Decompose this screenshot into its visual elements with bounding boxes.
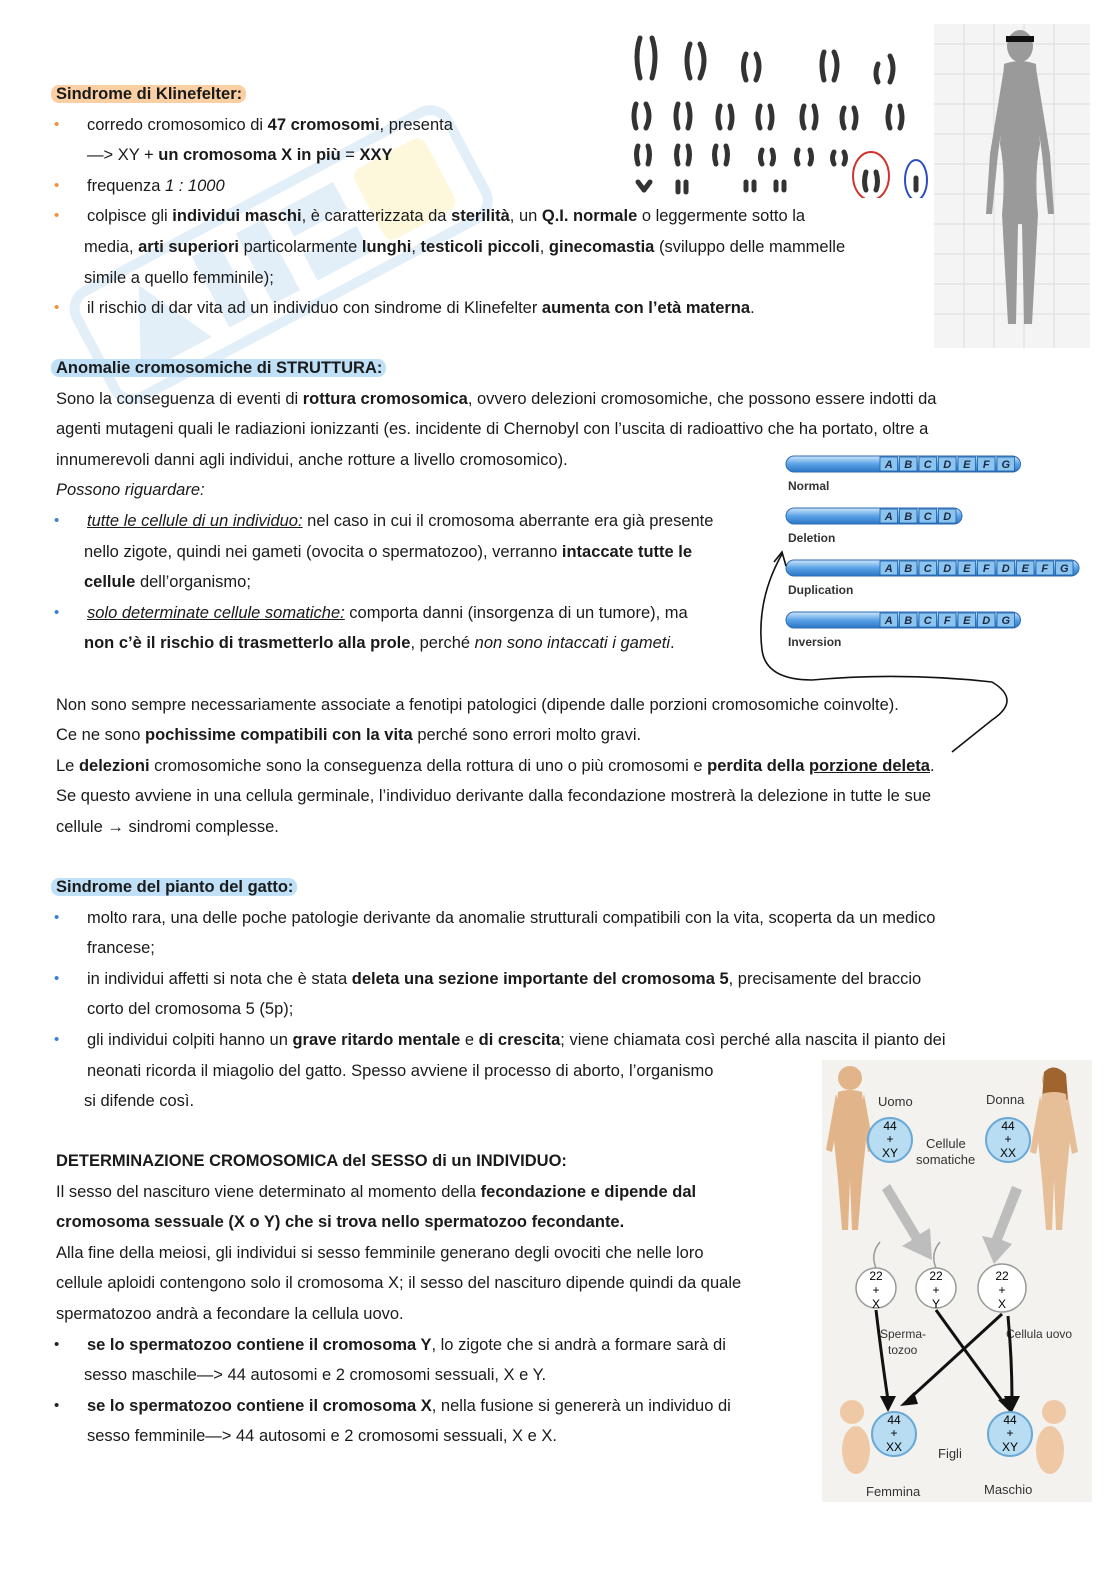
svg-text:XX: XX: [999, 1146, 1017, 1160]
gene-label: C: [923, 615, 932, 627]
list-item-continuation: —> XY + un cromosoma X in più = XXY: [87, 146, 393, 165]
chromosome-row-label: Inversion: [788, 635, 842, 649]
bullet-icon: •: [54, 1030, 60, 1048]
svg-text:22: 22: [995, 1269, 1009, 1283]
bullet-icon: •: [54, 969, 60, 987]
bullet-icon: •: [54, 1396, 60, 1414]
list-item: • colpisce gli individui maschi, è caratterizzata da sterilità, un Q.I. normale o leggermente sotto la: [56, 201, 845, 232]
svg-text:44: 44: [1001, 1119, 1015, 1133]
svg-text:XY: XY: [1001, 1440, 1019, 1454]
chromosome-row-label: Normal: [788, 479, 830, 493]
chromosome-row-duplication: [786, 560, 1079, 597]
list-item: • gli individui colpiti hanno un grave ritardo mentale e di crescita; viene chiamata così perché alla nascita il pianto dei: [56, 1025, 946, 1056]
list-item: • frequenza 1 : 1000: [56, 171, 845, 202]
svg-text:+: +: [886, 1132, 894, 1146]
list-item: • tutte le cellule di un individuo: nel caso in cui il cromosoma aberrante era già presente: [56, 506, 936, 537]
svg-text:44: 44: [887, 1413, 901, 1427]
svg-text:+: +: [998, 1283, 1006, 1297]
gene-label: D: [1001, 563, 1010, 575]
bullet-icon: •: [54, 511, 60, 529]
gene-label: G: [1059, 563, 1069, 575]
list-item: • molto rara, una delle poche patologie derivante da anomalie strutturali compatibili con la vita, scoperta da un medico: [56, 903, 946, 934]
bullet-icon: •: [54, 1335, 60, 1353]
gene-label: A: [884, 459, 893, 471]
list-item: • il rischio di dar vita ad un individuo con sindrome di Klinefelter aumenta con l’età materna.: [56, 293, 845, 324]
chromosome-row-normal: [786, 456, 1021, 493]
list-item: • se lo spermatozoo contiene il cromosoma Y, lo zigote che si andrà a formare sarà di: [56, 1330, 741, 1361]
chromosome-row-label: Duplication: [788, 583, 854, 597]
svg-text:+: +: [872, 1283, 880, 1297]
svg-text:+: +: [932, 1283, 940, 1297]
gene-label: A: [884, 615, 893, 627]
label-uomo: Uomo: [878, 1094, 913, 1109]
gene-label: D: [943, 459, 952, 471]
gene-label: E: [1021, 563, 1029, 575]
bullet-icon: •: [54, 176, 60, 194]
gene-label: C: [923, 511, 932, 523]
gene-label: F: [982, 563, 990, 575]
label-cellula-uovo: Cellula uovo: [1006, 1327, 1073, 1341]
gene-label: F: [982, 459, 990, 471]
gene-label: A: [884, 511, 893, 523]
gatto-section: Sindrome del pianto del gatto: • molto rara, una delle poche patologie derivante da anomalie strutturali compatibili con la vita, scoperta da un medico francese; • in individui affetti si nota che è stata deleta una sezione importante del cromosoma 5, precisamente del braccio corto del cromosoma 5 (5p); • gli individui colpiti hanno un grave ritardo mentale e di crescita; viene chiamata così perché alla nascita il pianto dei neonati ricorda il miagolio del gatto. Spesso avviene il processo di aborto, l’organismo si difende così.: [56, 872, 946, 1117]
label-cellule: Cellule: [926, 1136, 966, 1151]
list-item: • corredo cromosomico di 47 cromosomi, presenta: [56, 110, 845, 141]
svg-text:tozoo: tozoo: [888, 1343, 918, 1357]
gene-label: B: [904, 459, 913, 471]
svg-text:22: 22: [869, 1269, 883, 1283]
bullet-icon: •: [54, 908, 60, 926]
gatto-title: Sindrome del pianto del gatto:: [51, 878, 297, 896]
gene-label: G: [1001, 459, 1011, 471]
bullet-icon: •: [54, 299, 60, 317]
gene-label: G: [1001, 615, 1011, 627]
list-item: • solo determinate cellule somatiche: comporta danni (insorgenza di un tumore), ma: [56, 598, 936, 629]
gene-label: D: [943, 563, 952, 575]
chromosome-row-deletion: [786, 508, 962, 545]
karyotype-image: [628, 26, 928, 198]
struttura-section: Anomalie cromosomiche di STRUTTURA: Sono la conseguenza di eventi di rottura cromosomica, ovvero delezioni cromosomiche, che possono essere indotti da agenti mutageni quali le radiazioni ionizzanti (es. incidente di Chernobyl con l’uscita di radioattivo che ha portato, oltre a innumerevoli danni agli individui, anche rotture a livello cromosomico). Possono riguardare: • tutte le cellule di un individuo: nel caso in cui il cromosoma aberrante era già presente nello zigote, quindi nei gameti (ovocita o spermatozoo), verranno intaccate tutte le cellule dell’organismo; • solo determinate cellule somatiche: comporta danni (insorgenza di un tumore), ma non c’è il rischio di trasmetterlo alla prole, perché non sono intaccati i gameti. Non sono sempre necessariamente associate a fenotipi patologici (dipende dalle porzioni cromosomiche coinvolte). Ce ne sono pochissime compatibili con la vita perché sono errori molto gravi. Le delezioni cromosomiche sono la conseguenza della rottura di uno o più cromosomi e perdita della porzione deleta. Se questo avviene in una cellula germinale, l’individuo derivante dalla fecondazione mostrerà la delezione in tutte le sue cellule → sindromi complesse.: [56, 353, 936, 843]
svg-text:22: 22: [929, 1269, 943, 1283]
bullet-icon: •: [54, 115, 60, 133]
bullet-icon: •: [54, 603, 60, 621]
label-somatiche: somatiche: [916, 1152, 976, 1167]
svg-text:+: +: [1006, 1426, 1014, 1440]
svg-text:+: +: [890, 1426, 898, 1440]
chromosome-mutation-diagram: [782, 448, 1092, 654]
list-item-continuation: media, arti superiori particolarmente lunghi, testicoli piccoli, ginecomastia (sviluppo delle mammelle: [84, 237, 846, 256]
klinefelter-person-photo: [934, 24, 1090, 348]
gene-label: F: [1041, 563, 1049, 575]
klinefelter-title: Sindrome di Klinefelter:: [51, 85, 246, 103]
svg-text:XX: XX: [885, 1440, 903, 1454]
chromosome-row-inversion: [786, 612, 1021, 649]
label-donna: Donna: [986, 1092, 1025, 1107]
gene-label: C: [923, 459, 932, 471]
svg-text:Y: Y: [931, 1297, 941, 1311]
gene-label: A: [884, 563, 893, 575]
list-item-continuation: simile a quello femminile);: [84, 268, 274, 287]
svg-text:X: X: [871, 1297, 881, 1311]
gene-label: C: [923, 563, 932, 575]
label-spermatozoo: Sperma-: [880, 1327, 927, 1341]
svg-text:44: 44: [1003, 1413, 1017, 1427]
gene-label: F: [943, 615, 951, 627]
bullet-icon: •: [54, 207, 60, 225]
gene-label: D: [982, 615, 991, 627]
svg-text:X: X: [997, 1297, 1007, 1311]
label-maschio: Maschio: [984, 1482, 1033, 1497]
gene-label: B: [904, 615, 913, 627]
gene-label: E: [963, 563, 971, 575]
sesso-section: DETERMINAZIONE CROMOSOMICA del SESSO di un INDIVIDUO: Il sesso del nascituro viene determinato al momento della fecondazione e dipende dal cromosoma sessuale (X o Y) che si trova nello spermatozoo fecondante. Alla fine della meiosi, gli individui si sesso femminile generano degli ovociti che nelle loro cellule aploidi contengono solo il cromosoma X; il sesso del nascituro dipende quindi da quale spermatozoo andrà a fecondare la cellula uovo. • se lo spermatozoo contiene il cromosoma Y, lo zigote che si andrà a formare sarà di sesso maschile—> 44 autosomi e 2 cromosomi sessuali, X e Y. • se lo spermatozoo contiene il cromosoma X, nella fusione si genererà un individuo di sesso femminile—> 44 autosomi e 2 cromosomi sessuali, X e X.: [54, 1152, 742, 1446]
svg-text:XY: XY: [881, 1146, 899, 1160]
gene-label: E: [963, 459, 971, 471]
sesso-title: DETERMINAZIONE CROMOSOMICA del SESSO di un INDIVIDUO:: [56, 1152, 567, 1170]
struttura-title: Anomalie cromosomiche di STRUTTURA:: [51, 359, 386, 377]
label-figli: Figli: [938, 1446, 962, 1461]
gene-label: B: [904, 563, 913, 575]
svg-text:44: 44: [883, 1119, 897, 1133]
sex-determination-diagram: [822, 1060, 1092, 1502]
label-femmina: Femmina: [866, 1484, 921, 1499]
gene-label: E: [963, 615, 971, 627]
gene-label: B: [904, 511, 913, 523]
list-item: • se lo spermatozoo contiene il cromosoma X, nella fusione si genererà un individuo di: [56, 1391, 741, 1422]
list-item: • in individui affetti si nota che è stata deleta una sezione importante del cromosoma 5, precisamente del braccio: [56, 964, 946, 995]
svg-text:+: +: [1004, 1132, 1012, 1146]
chromosome-row-label: Deletion: [788, 531, 836, 545]
gene-label: D: [943, 511, 952, 523]
